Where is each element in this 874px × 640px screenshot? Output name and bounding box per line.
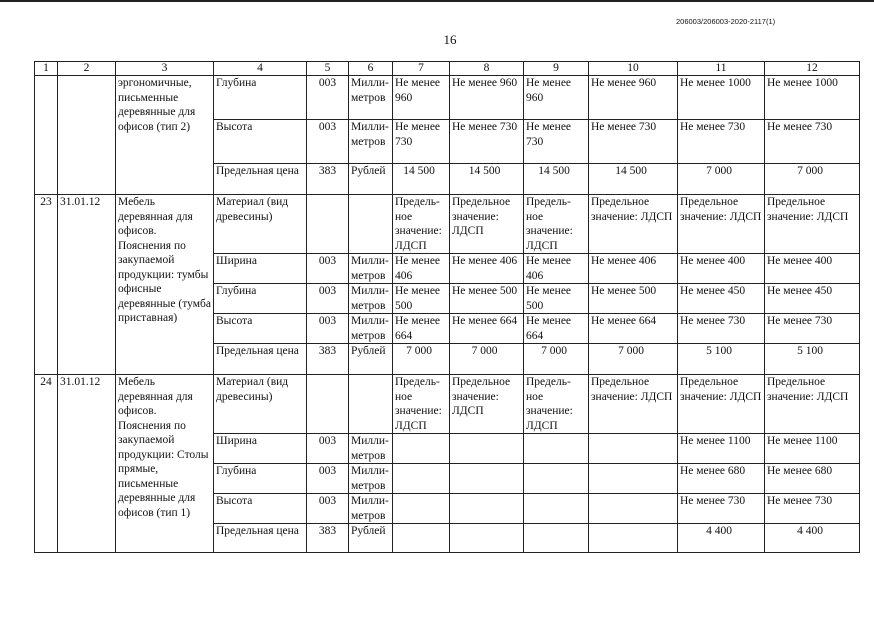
value-cell: Не менее 730: [678, 314, 765, 344]
value-cell: Предель-ное значение: ЛДСП: [393, 195, 450, 254]
okpd-code-cell: [58, 76, 116, 195]
value-cell: Предельное значение: ЛДСП: [678, 195, 765, 254]
value-cell: Не менее 730: [765, 494, 860, 524]
header-cell: 6: [349, 62, 393, 76]
value-cell: Не менее 500: [524, 284, 589, 314]
value-cell: Не менее 1100: [678, 434, 765, 464]
unit-name-cell: [349, 195, 393, 254]
unit-name-cell: Рублей: [349, 524, 393, 553]
unit-name-cell: Рублей: [349, 164, 393, 195]
value-cell: Предельное значение: ЛДСП: [589, 375, 678, 434]
value-cell: 14 500: [450, 164, 524, 195]
header-cell: 10: [589, 62, 678, 76]
value-cell: 5 100: [765, 344, 860, 375]
value-cell: [524, 464, 589, 494]
unit-code-cell: 003: [307, 254, 349, 284]
characteristic-cell: Предельная цена: [214, 164, 307, 195]
value-cell: Не менее 500: [589, 284, 678, 314]
value-cell: 7 000: [589, 344, 678, 375]
value-cell: Не менее 1100: [765, 434, 860, 464]
value-cell: Предельное значение: ЛДСП: [450, 375, 524, 434]
table-row: [35, 76, 860, 120]
value-cell: Не менее 680: [678, 464, 765, 494]
value-cell: [393, 464, 450, 494]
characteristic-cell: Ширина: [214, 434, 307, 464]
value-cell: Не менее 450: [765, 284, 860, 314]
value-cell: Не менее 400: [678, 254, 765, 284]
header-cell: 1: [35, 62, 58, 76]
value-cell: 7 000: [678, 164, 765, 195]
unit-name-cell: Милли-метров: [349, 494, 393, 524]
value-cell: [393, 524, 450, 553]
value-cell: 14 500: [589, 164, 678, 195]
characteristic-cell: Глубина: [214, 464, 307, 494]
value-cell: Не менее 730: [524, 120, 589, 164]
value-cell: [393, 494, 450, 524]
unit-code-cell: 003: [307, 464, 349, 494]
table-row: [35, 375, 860, 434]
value-cell: Не менее 730: [450, 120, 524, 164]
value-cell: Не менее 730: [765, 120, 860, 164]
value-cell: [589, 464, 678, 494]
characteristic-cell: Глубина: [214, 76, 307, 120]
value-cell: 5 100: [678, 344, 765, 375]
value-cell: Не менее 500: [450, 284, 524, 314]
table-row: [35, 195, 860, 254]
value-cell: Не менее 406: [589, 254, 678, 284]
unit-code-cell: 003: [307, 434, 349, 464]
characteristic-cell: Глубина: [214, 284, 307, 314]
value-cell: 4 400: [678, 524, 765, 553]
value-cell: Не менее 450: [678, 284, 765, 314]
header-cell: 12: [765, 62, 860, 76]
value-cell: Не менее 406: [393, 254, 450, 284]
value-cell: 14 500: [393, 164, 450, 195]
value-cell: [589, 494, 678, 524]
unit-name-cell: [349, 375, 393, 434]
value-cell: 14 500: [524, 164, 589, 195]
unit-name-cell: Милли-метров: [349, 464, 393, 494]
requirements-table: [34, 61, 860, 553]
value-cell: Предель-ное значение: ЛДСП: [524, 375, 589, 434]
value-cell: Не менее 960: [393, 76, 450, 120]
characteristic-cell: Высота: [214, 494, 307, 524]
header-cell: 11: [678, 62, 765, 76]
characteristic-cell: Материал (вид древесины): [214, 375, 307, 434]
header-cell: 7: [393, 62, 450, 76]
value-cell: Предельное значение: ЛДСП: [589, 195, 678, 254]
value-cell: Не менее 664: [450, 314, 524, 344]
unit-code-cell: 383: [307, 164, 349, 195]
value-cell: 7 000: [450, 344, 524, 375]
unit-code-cell: 383: [307, 344, 349, 375]
value-cell: Предель-ное значение: ЛДСП: [524, 195, 589, 254]
value-cell: Не менее 664: [524, 314, 589, 344]
row-number-cell: 24: [35, 375, 58, 553]
product-name-cell: Мебель деревянная для офисов. Пояснения по закупаемой продукции: тумбы офисные деревянные (тумба приставная): [116, 195, 214, 375]
product-name-cell: эргономичные, письменные деревянные для офисов (тип 2): [116, 76, 214, 195]
value-cell: [524, 524, 589, 553]
table-body: [35, 62, 860, 553]
value-cell: Предельное значение: ЛДСП: [765, 375, 860, 434]
value-cell: Не менее 730: [678, 494, 765, 524]
value-cell: 7 000: [393, 344, 450, 375]
value-cell: 7 000: [765, 164, 860, 195]
value-cell: Предельное значение: ЛДСП: [678, 375, 765, 434]
unit-name-cell: Рублей: [349, 344, 393, 375]
unit-name-cell: Милли-метров: [349, 76, 393, 120]
value-cell: Не менее 730: [393, 120, 450, 164]
value-cell: [450, 494, 524, 524]
unit-code-cell: 003: [307, 314, 349, 344]
unit-code-cell: [307, 375, 349, 434]
value-cell: Не менее 730: [765, 314, 860, 344]
characteristic-cell: Предельная цена: [214, 344, 307, 375]
characteristic-cell: Высота: [214, 120, 307, 164]
top-border-line: [0, 0, 874, 2]
unit-name-cell: Милли-метров: [349, 254, 393, 284]
value-cell: Не менее 960: [589, 76, 678, 120]
value-cell: Не менее 500: [393, 284, 450, 314]
characteristic-cell: Ширина: [214, 254, 307, 284]
value-cell: 4 400: [765, 524, 860, 553]
unit-name-cell: Милли-метров: [349, 120, 393, 164]
value-cell: Предельное значение: ЛДСП: [765, 195, 860, 254]
value-cell: Не менее 960: [524, 76, 589, 120]
page-number: 16: [443, 32, 457, 47]
header-row: [35, 62, 860, 76]
value-cell: Не менее 406: [450, 254, 524, 284]
header-cell: 3: [116, 62, 214, 76]
unit-code-cell: 003: [307, 120, 349, 164]
product-name-cell: Мебель деревянная для офисов. Пояснения по закупаемой продукции: Столы прямые, письменные деревянные для офисов (тип 1): [116, 375, 214, 553]
value-cell: [450, 524, 524, 553]
unit-code-cell: 383: [307, 524, 349, 553]
unit-name-cell: Милли-метров: [349, 284, 393, 314]
value-cell: Не менее 960: [450, 76, 524, 120]
value-cell: [589, 524, 678, 553]
characteristic-cell: Материал (вид древесины): [214, 195, 307, 254]
okpd-code-cell: 31.01.12: [58, 375, 116, 553]
header-cell: 4: [214, 62, 307, 76]
value-cell: [450, 434, 524, 464]
document-id: 206003/206003-2020-2117(1): [676, 17, 776, 26]
unit-code-cell: 003: [307, 494, 349, 524]
value-cell: [524, 434, 589, 464]
okpd-code-cell: 31.01.12: [58, 195, 116, 375]
header-cell: 2: [58, 62, 116, 76]
value-cell: [589, 434, 678, 464]
header-cell: 5: [307, 62, 349, 76]
value-cell: Предельное значение: ЛДСП: [450, 195, 524, 254]
value-cell: Не менее 730: [589, 120, 678, 164]
value-cell: Не менее 730: [678, 120, 765, 164]
header-cell: 9: [524, 62, 589, 76]
characteristic-cell: Высота: [214, 314, 307, 344]
value-cell: 7 000: [524, 344, 589, 375]
value-cell: [393, 434, 450, 464]
value-cell: Не менее 664: [589, 314, 678, 344]
value-cell: Не менее 1000: [765, 76, 860, 120]
value-cell: Не менее 400: [765, 254, 860, 284]
unit-name-cell: Милли-метров: [349, 314, 393, 344]
row-number-cell: [35, 76, 58, 195]
value-cell: Не менее 406: [524, 254, 589, 284]
row-number-cell: 23: [35, 195, 58, 375]
value-cell: Не менее 1000: [678, 76, 765, 120]
characteristic-cell: Предельная цена: [214, 524, 307, 553]
value-cell: Не менее 664: [393, 314, 450, 344]
unit-name-cell: Милли-метров: [349, 434, 393, 464]
header-cell: 8: [450, 62, 524, 76]
value-cell: Не менее 680: [765, 464, 860, 494]
value-cell: [524, 494, 589, 524]
unit-code-cell: 003: [307, 284, 349, 314]
unit-code-cell: 003: [307, 76, 349, 120]
value-cell: Предель-ное значение: ЛДСП: [393, 375, 450, 434]
unit-code-cell: [307, 195, 349, 254]
value-cell: [450, 464, 524, 494]
